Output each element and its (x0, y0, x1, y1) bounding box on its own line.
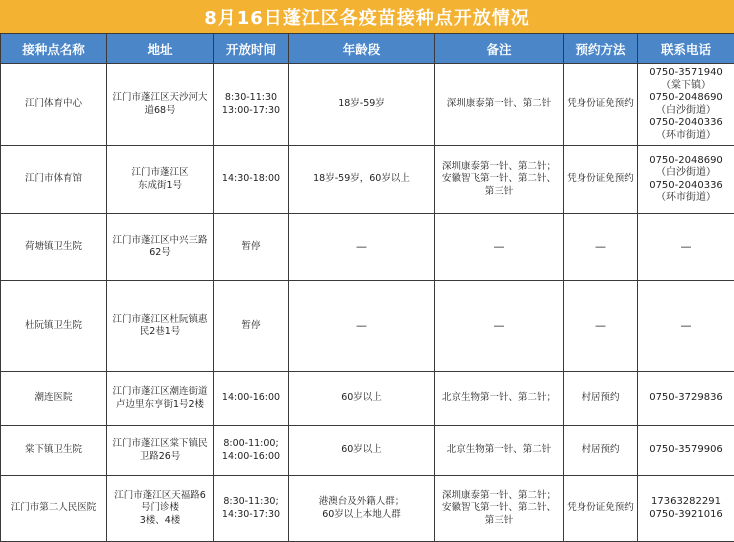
cell-phone: — (638, 281, 734, 372)
cell-phone: — (638, 214, 734, 281)
cell-age: 港澳台及外籍人群； 60岁以上本地人群 (289, 476, 435, 542)
cell-hours: 14:00-16:00 (214, 372, 289, 426)
cell-hours: 14:30-18:00 (214, 146, 289, 214)
cell-notes: — (435, 214, 564, 281)
cell-age: — (289, 214, 435, 281)
cell-address: 江门市蓬江区杜阮镇惠 民2巷1号 (107, 281, 214, 372)
cell-notes: 深圳康泰第一针、第二针； 安徽智飞第一针、第二针、 第三针 (435, 476, 564, 542)
cell-booking: — (564, 281, 638, 372)
cell-hours: 暂停 (214, 214, 289, 281)
cell-age: 60岁以上 (289, 426, 435, 476)
cell-booking: 凭身份证免预约 (564, 64, 638, 146)
header-booking: 预约方法 (564, 34, 638, 64)
cell-site: 江门市体育馆 (1, 146, 107, 214)
cell-booking: 村居预约 (564, 426, 638, 476)
cell-booking: 凭身份证免预约 (564, 146, 638, 214)
cell-hours: 暂停 (214, 281, 289, 372)
cell-booking: 凭身份证免预约 (564, 476, 638, 542)
header-address: 地址 (107, 34, 214, 64)
cell-hours: 8:00-11:00; 14:00-16:00 (214, 426, 289, 476)
cell-site: 潮连医院 (1, 372, 107, 426)
header-age: 年龄段 (289, 34, 435, 64)
table-row (1, 281, 734, 372)
table-row (1, 476, 734, 542)
cell-site: 荷塘镇卫生院 (1, 214, 107, 281)
cell-booking: — (564, 214, 638, 281)
cell-phone: 0750-3729836 (638, 372, 734, 426)
cell-hours: 8:30-11:30 13:00-17:30 (214, 64, 289, 146)
cell-address: 江门市蓬江区中兴三路 62号 (107, 214, 214, 281)
cell-notes: 深圳康泰第一针、第二针 (435, 64, 564, 146)
cell-site: 杜阮镇卫生院 (1, 281, 107, 372)
cell-phone: 0750-3571940 （棠下镇） 0750-2048690 （白沙街道） 0750-2040336 （环市街道） (638, 64, 734, 146)
sheet-title: 8月16日蓬江区各疫苗接种点开放情况 (0, 0, 734, 34)
header-row (1, 34, 734, 64)
cell-address: 江门市蓬江区棠下镇民 卫路26号 (107, 426, 214, 476)
cell-notes: — (435, 281, 564, 372)
table-row (1, 214, 734, 281)
table-row (1, 372, 734, 426)
cell-age: 18岁-59岁，60岁以上 (289, 146, 435, 214)
cell-site: 江门体育中心 (1, 64, 107, 146)
table-row (1, 64, 734, 146)
cell-age: — (289, 281, 435, 372)
cell-notes: 北京生物第一针、第二针； (435, 372, 564, 426)
cell-age: 18岁-59岁 (289, 64, 435, 146)
table-row (1, 426, 734, 476)
cell-address: 江门市蓬江区潮连街道 卢边里东亨街1号2楼 (107, 372, 214, 426)
cell-phone: 17363282291 0750-3921016 (638, 476, 734, 542)
cell-age: 60岁以上 (289, 372, 435, 426)
header-hours: 开放时间 (214, 34, 289, 64)
cell-address: 江门市蓬江区 东成街1号 (107, 146, 214, 214)
table-row (1, 146, 734, 214)
cell-notes: 深圳康泰第一针、第二针； 安徽智飞第一针、第二针、 第三针 (435, 146, 564, 214)
header-site: 接种点名称 (1, 34, 107, 64)
cell-phone: 0750-3579906 (638, 426, 734, 476)
cell-booking: 村居预约 (564, 372, 638, 426)
cell-address: 江门市蓬江区天沙河大 道68号 (107, 64, 214, 146)
vaccination-sites-table (0, 33, 734, 542)
header-phone: 联系电话 (638, 34, 734, 64)
header-notes: 备注 (435, 34, 564, 64)
cell-hours: 8:30-11:30; 14:30-17:30 (214, 476, 289, 542)
cell-phone: 0750-2048690 （白沙街道） 0750-2040336 （环市街道） (638, 146, 734, 214)
cell-site: 棠下镇卫生院 (1, 426, 107, 476)
cell-site: 江门市第二人民医院 (1, 476, 107, 542)
cell-notes: 北京生物第一针、第二针 (435, 426, 564, 476)
cell-address: 江门市蓬江区天福路6 号门诊楼 3楼、4楼 (107, 476, 214, 542)
